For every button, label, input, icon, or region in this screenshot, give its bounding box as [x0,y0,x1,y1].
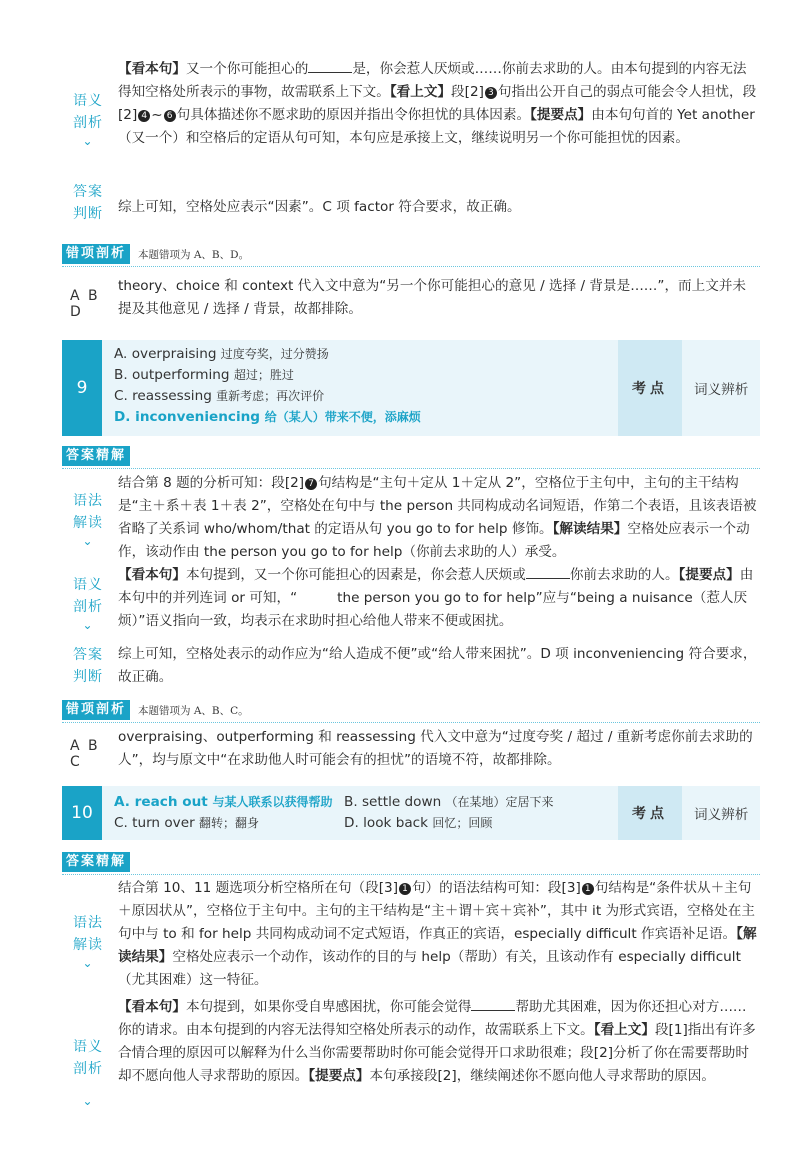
text: 句具体描述你不愿求助的原因并指出令你担忧的具体因素。 [176,107,531,123]
chevron-down-icon: ⌄ [82,534,94,548]
option-en: B. settle down [344,794,442,810]
text: 空格处应表示一个动作，该动作由 the person you go to for help（你前去求助的人）承受。 [118,521,750,560]
option-en: D. inconveniencing [114,409,261,425]
option-en: C. turn over [114,815,195,831]
circled-number: 1 [582,883,594,895]
label-text: 语义剖析 [73,577,103,615]
q10-semantic-paragraph [118,996,758,1088]
circled-number: 6 [164,110,176,122]
option-d [344,813,604,834]
lead-tag: 【提要点】 [530,107,592,123]
option-en: C. reassessing [114,388,212,404]
divider [62,874,760,875]
option-c [114,813,354,834]
q8-answer-paragraph [118,196,758,219]
option-cn: 翻转；翻身 [199,816,260,830]
section-note: 本题错项为 A、B、C。 [138,704,249,717]
q9-answer-paragraph [118,643,758,689]
wrong-text: theory、choice 和 context 代入文中意为“另一个你可能担心的意见 / 选择 / 背景是……”，而上文并未提及其他意见 / 选择 / 背景，故都排除。 [118,278,747,317]
option-b [344,792,604,813]
option-cn: 回忆；回顾 [432,816,493,830]
range-sign: ~ [151,107,163,123]
section-tag: 答案精解 [62,852,130,872]
lead-tag: 【提要点】 [308,1068,370,1084]
answer-judgement-label [62,181,114,225]
section-note: 本题错项为 A、B、D。 [138,248,250,261]
q8-semantic-paragraph [118,58,758,150]
text: 结合第 10、11 题选项分析空格所在句（段[3] [118,880,398,896]
chevron-down-icon: ⌄ [82,956,94,970]
answer-judgement-label [62,644,114,688]
option-cn: 超过；胜过 [233,368,294,382]
options-col-1 [114,792,354,834]
circled-number: 1 [399,883,411,895]
option-c [114,386,421,407]
option-en: A. overpraising [114,346,217,362]
answer-blank [308,60,352,73]
option-cn: 与某人联系以获得帮助 [212,795,333,809]
option-cn: 过度夸奖，过分赞扬 [220,347,329,361]
text: 句指出公开自己的弱点可能会令人担忧，段[2] [118,84,757,123]
text: 由本句中的并列连词 or 可知，“ [118,567,754,606]
label-text: 语义剖析 [73,1039,103,1077]
text: 句结构是“条件状从＋主句＋原因状从”，空格位于主句中。主句的主干结构是“主＋谓＋宾＋宾补”，其中 it 为形式宾语，空格处在主句中与 to 和 for help 共同构成动词不定式短语，作真正的宾语，especially difficult 作宾语补足语。 [118,880,755,942]
section-tag: 错项剖析 [62,244,130,264]
wrong-options-header [62,700,249,720]
text: 空格处应表示一个动作，该动作的目的与 help（帮助）有关，且该动作有 especially difficult（尤其困难）这一特征。 [118,949,741,988]
answer-explanation-header [62,852,130,872]
section-tag: 错项剖析 [62,700,130,720]
q10-grammar-paragraph [118,877,758,992]
grammar-reading-label [62,912,114,968]
section-tag: 答案精解 [62,446,130,466]
text: 由本句句首的 Yet another（又一个）和空格后的定语从句可知，本句应是承接上文，继续说明另一个你可能担忧的因素。 [118,107,755,146]
circled-number: 4 [138,110,150,122]
wrong-options-header [62,244,249,264]
lead-tag: 【解读结果】 [552,521,628,537]
circled-number: 3 [485,87,497,99]
answer-text: 综上可知，空格处表示的动作应为“给人造成不便”或“给人带来困扰”。D 项 inconveniencing 符合要求，故正确。 [118,646,757,685]
wrong-text: overpraising、outperforming 和 reassessing 代入文中意为“过度夸奖 / 超过 / 重新考虑你前去求助的人”，均与原文中“在求助他人时可能会有的担忧”的语境不符，故都排除。 [118,729,753,768]
answer-blank [526,566,570,579]
option-b [114,365,421,386]
option-en: A. reach out [114,794,208,810]
question-number: 10 [62,786,102,840]
q9-grammar-paragraph [118,472,758,564]
lead-tag: 【看本句】 [118,999,186,1015]
test-point-label: 考点 [618,340,682,436]
option-cn: （在某地）定居下来 [445,795,554,809]
chevron-down-icon: ⌄ [82,618,94,632]
lead-tag: 【解读结果】 [118,926,757,965]
option-cn: 给（某人）带来不便，添麻烦 [264,410,421,424]
option-d [114,407,421,428]
wrong-options-label: A B D [70,288,100,320]
wrong-options-label: A B C [70,738,100,770]
semantic-analysis-label [62,1036,114,1106]
grammar-reading-label [62,490,114,546]
lead-tag: 【看本句】 [118,61,186,77]
answer-explanation-header [62,446,130,466]
option-en: D. look back [344,815,429,831]
label-text: 语法解读 [73,915,103,953]
label-text: 答案判断 [73,184,103,222]
divider [62,468,760,469]
text: 本句提到，又一个你可能担心的因素是，你会惹人厌烦或 [185,567,526,583]
q9-wrong-paragraph [118,726,758,772]
text: 句）的语法结构可知：段[3] [412,880,581,896]
text: the person you go to for help”应与“being a nuisance（惹人厌烦）”语义指向一致，均表示在求助时担心给他人带来不便或困扰。 [118,590,748,629]
label-text: 语义剖析 [73,93,103,131]
text: 又一个你可能担心的 [185,61,309,77]
test-point-value: 词义辨析 [694,807,749,823]
options-col-2 [344,792,604,834]
lead-tag: 【提要点】 [678,567,740,583]
option-cn: 重新考虑；再次评价 [216,389,325,403]
semantic-analysis-label [62,574,114,630]
semantic-analysis-label [62,90,114,146]
test-point-label: 考点 [618,786,682,840]
text: 段[2] [451,84,484,100]
answer-text: 综上可知，空格处应表示“因素”。C 项 factor 符合要求，故正确。 [118,199,521,215]
divider [62,722,760,723]
text: 本句承接段[2]，继续阐述你不愿向他人寻求帮助的原因。 [369,1068,715,1084]
label-text: 语法解读 [73,493,103,531]
label-text: 答案判断 [73,647,103,685]
question-10-box [62,786,760,840]
text: 段[1]指出有许多合情合理的原因可以解释为什么当你需要帮助时你可能会觉得开口求助很难；段[2]分析了你在需要帮助时却不愿向他人寻求帮助的原因。 [118,1022,756,1084]
chevron-down-icon: ⌄ [82,134,94,148]
text: 句结构是“主句＋定从 1＋定从 2”，空格位于主句中，主句的主干结构是“主＋系＋表 1＋表 2”，空格处在句中与 the person 共同构成动名词短语，作第二个表语，且该表语被省略了关系词 who/whom/that 的定语从句 you go to for help 修饰。 [118,475,757,537]
options-list [114,344,421,428]
test-point-value: 词义辨析 [694,382,749,398]
option-en: B. outperforming [114,367,230,383]
lead-tag: 【看上文】 [593,1022,655,1038]
answer-blank [471,998,515,1011]
option-a [114,792,354,813]
question-9-box [62,340,760,436]
q9-semantic-paragraph [118,564,758,633]
q8-wrong-paragraph [118,275,758,321]
text: 你前去求助的人。 [569,567,679,583]
text: 是，你会惹人厌烦或……你前去求助的人。由本句提到的内容无法得知空格处所表示的事物，故需联系上下文。 [118,61,747,100]
lead-tag: 【看本句】 [118,567,186,583]
circled-number: 7 [305,478,317,490]
divider [62,266,760,267]
option-a [114,344,421,365]
chevron-down-icon: ⌄ [82,1094,94,1108]
text: 结合第 8 题的分析可知：段[2] [118,475,305,491]
question-number: 9 [62,340,102,436]
lead-tag: 【看上文】 [389,84,452,100]
text: 帮助尤其困难，因为你还担心对方……你的请求。由本句提到的内容无法得知空格处所表示的动作，故需联系上下文。 [118,999,747,1038]
text: 本句提到，如果你受自卑感困扰，你可能会觉得 [185,999,472,1015]
